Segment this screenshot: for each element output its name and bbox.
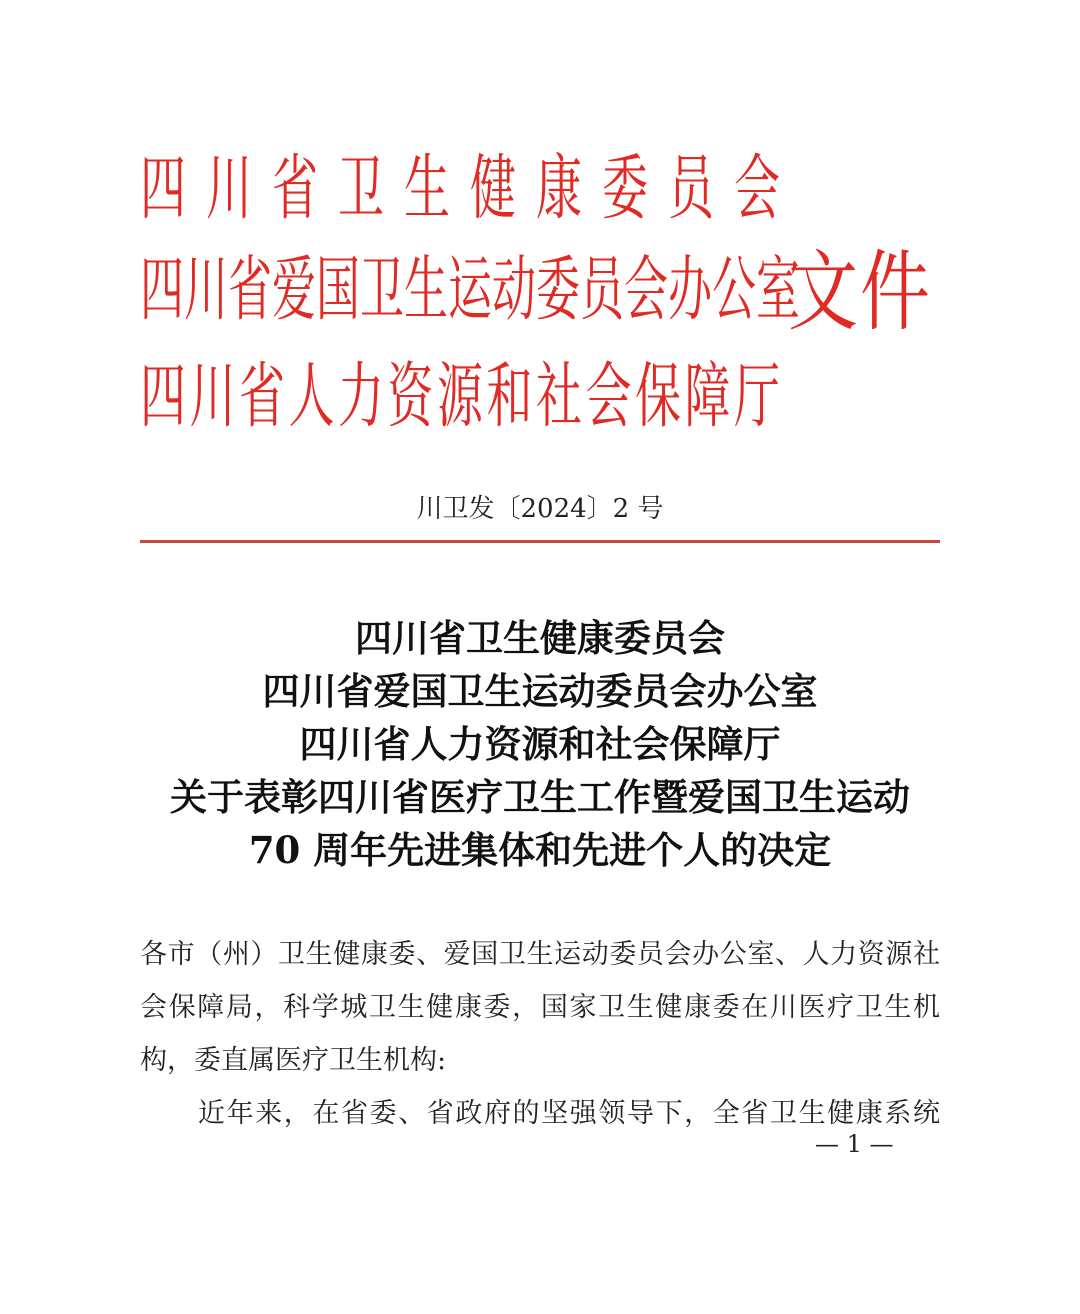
red-divider — [140, 540, 940, 543]
document-number: 川卫发〔2024〕2 号 — [416, 494, 664, 524]
addressees: 各市（州）卫生健康委、爱国卫生运动委员会办公室、人力资源社会保障局，科学城卫生健康委，国家卫生健康委在川医疗卫生机构，委直属医疗卫生机构: — [140, 939, 940, 1076]
page-number: — 1 — — [815, 1130, 894, 1158]
issuer-health-commission: 四川省卫生健康委员会 — [140, 145, 780, 230]
issuer-patriotic-health-office: 四川省爱国卫生运动委员会办公室 — [140, 249, 800, 332]
title-line: 四川省人力资源和社会保障厅 — [299, 722, 781, 766]
title-line: 四川省卫生健康委员会 — [355, 616, 725, 660]
title-line: 关于表彰四川省医疗卫生工作暨爱国卫生运动 — [170, 775, 910, 819]
body-paragraph: 近年来，在省委、省政府的坚强领导下，全省卫生健康系统 — [198, 1098, 940, 1129]
title-line: 70 周年先进集体和先进个人的决定 — [248, 828, 832, 872]
document-body — [140, 928, 940, 1140]
title-line: 四川省爱国卫生运动委员会办公室 — [262, 669, 818, 713]
issuer-human-resources-dept: 四川省人力资源和社会保障厅 — [140, 353, 780, 438]
document-title — [100, 612, 980, 877]
document-label: 文件 — [788, 240, 932, 344]
